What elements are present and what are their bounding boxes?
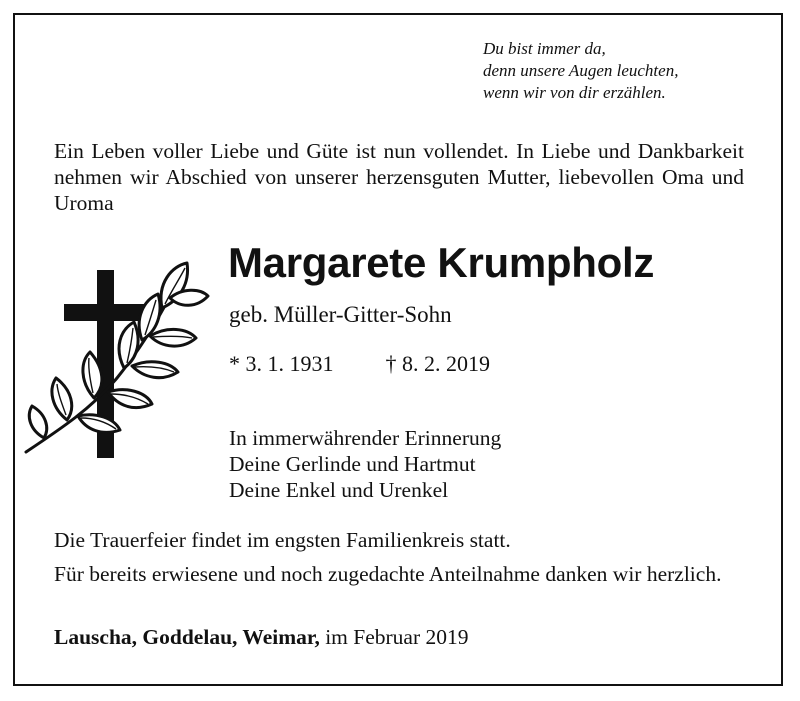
birth-name: geb. Müller-Gitter-Sohn: [229, 302, 452, 327]
intro-text: Ein Leben voller Liebe und Güte ist nun vollendet. In Liebe und Dankbarkeit nehmen wir Abschied von unserer herzensguten Mutter, liebevollen Oma und Uroma: [54, 139, 744, 215]
signers-block: [229, 425, 501, 503]
quote-line: denn unsere Augen leuchten,: [483, 61, 679, 80]
thanks-note: Für bereits erwiesene und noch zugedachte Anteilnahme danken wir herzlich.: [54, 562, 722, 586]
deceased-name: Margarete Krumpholz: [228, 239, 655, 286]
quote-line: Du bist immer da,: [483, 39, 606, 58]
places: Lauscha, Goddelau, Weimar,: [54, 625, 320, 649]
life-dates: [229, 350, 490, 378]
quote-line: wenn wir von dir erzählen.: [483, 83, 666, 102]
notice-date: im Februar 2019: [325, 625, 469, 649]
signer-line: Deine Gerlinde und Hartmut: [229, 452, 476, 476]
signer-line: In immerwährender Erinnerung: [229, 426, 502, 450]
signer-line: Deine Enkel und Urenkel: [229, 478, 449, 502]
death-date: † 8. 2. 2019: [385, 351, 490, 376]
place-and-date: [54, 624, 469, 650]
funeral-note: Die Trauerfeier findet im engsten Familienkreis statt.: [54, 528, 511, 552]
cross-with-palm-branch-icon: [22, 258, 212, 463]
birth-date: * 3. 1. 1931: [229, 351, 334, 376]
epigraph-quote: [483, 38, 678, 104]
